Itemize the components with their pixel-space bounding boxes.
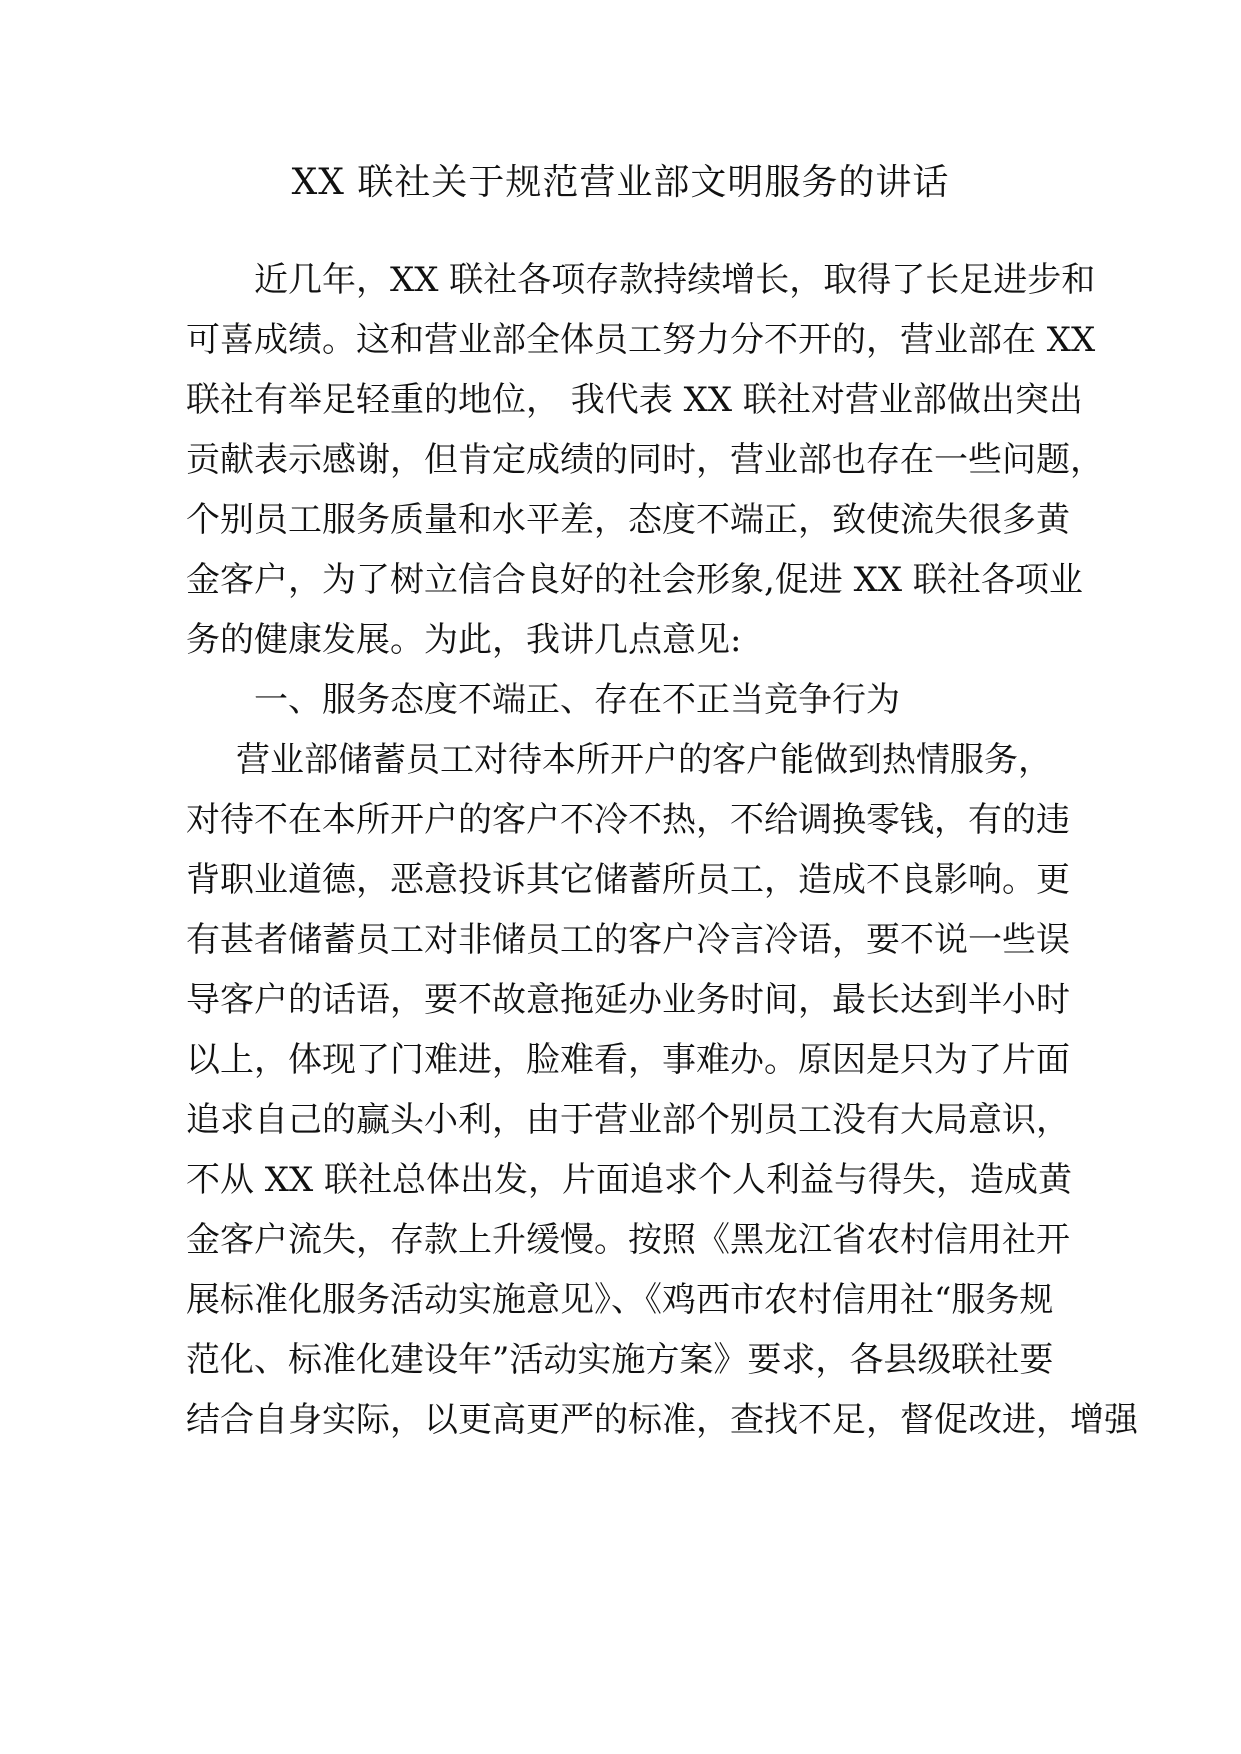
paragraph-line: 以上，体现了门难进，脸难看，事难办。原因是只为了片面 (186, 1040, 1070, 1080)
paragraph-line: 近几年，XX 联社各项存款持续增长，取得了长足进步和 (254, 260, 1096, 300)
paragraph-line: 联社有举足轻重的地位， 我代表 XX 联社对营业部做出突出 (186, 380, 1083, 420)
paragraph-line: 营业部储蓄员工对待本所开户的客户能做到热情服务， (236, 740, 1052, 780)
paragraph-line: 个别员工服务质量和水平差，态度不端正，致使流失很多黄 (186, 500, 1070, 540)
paragraph-line: 对待不在本所开户的客户不冷不热，不给调换零钱，有的违 (186, 800, 1070, 840)
paragraph-line: 金客户流失，存款上升缓慢。按照《黑龙江省农村信用社开 (186, 1220, 1070, 1260)
paragraph-line: 结合自身实际，以更高更严的标准，查找不足，督促改进，增强 (186, 1400, 1138, 1440)
paragraph-line: 导客户的话语，要不故意拖延办业务时间，最长达到半小时 (186, 980, 1070, 1020)
section-heading: 一、服务态度不端正、存在不正当竞争行为 (254, 680, 900, 720)
paragraph-line: 可喜成绩。这和营业部全体员工努力分不开的，营业部在 XX (186, 320, 1096, 360)
paragraph-line: 背职业道德，恶意投诉其它储蓄所员工，造成不良影响。更 (186, 860, 1070, 900)
paragraph-line: 不从 XX 联社总体出发，片面追求个人利益与得失，造成黄 (186, 1160, 1073, 1200)
paragraph-line: 追求自己的赢头小利，由于营业部个别员工没有大局意识， (186, 1100, 1070, 1140)
paragraph-line: 贡献表示感谢，但肯定成绩的同时，营业部也存在一些问题， (186, 440, 1104, 480)
page-title: XX 联社关于规范营业部文明服务的讲话 (291, 162, 950, 203)
paragraph-line: 有甚者储蓄员工对非储员工的客户冷言冷语，要不说一些误 (186, 920, 1070, 960)
paragraph-line: 范化、标准化建设年”活动实施方案》要求，各县级联社要 (186, 1340, 1054, 1380)
paragraph-line: 金客户，为了树立信合良好的社会形象,促进 XX 联社各项业 (186, 560, 1083, 600)
paragraph-line: 展标准化服务活动实施意见》、《鸡西市农村信用社“服务规 (186, 1280, 1054, 1320)
paragraph-line: 务的健康发展。为此，我讲几点意见: (186, 620, 742, 660)
